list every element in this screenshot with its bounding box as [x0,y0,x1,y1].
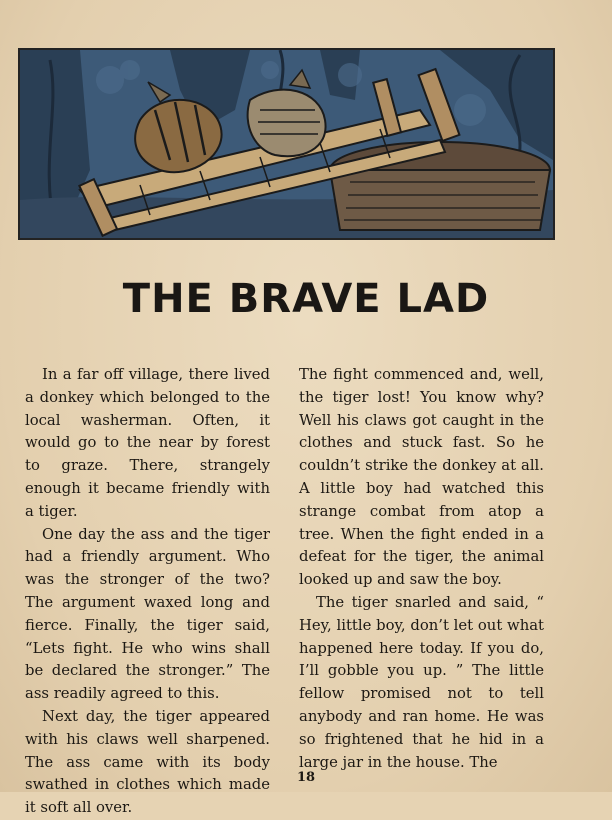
story-title: THE BRAVE LAD [122,276,490,322]
right-text-column [299,364,544,774]
paragraph: Next day, the tiger appeared with his claws well sharpened. The ass came with its body swathed in clothes which made it soft all over. [25,707,270,817]
paragraph: In a far off village, there lived a donkey which belonged to the local washerman. Often, it would go to the near by forest to graze. There, strangely enough it became friendly with a tiger. [25,366,270,520]
paragraph: The tiger snarled and said, “ Hey, little boy, don’t let out what happened here today. If you do, I’ll gobble you up. ” The little fellow promised not to tell anybody and ran home. He was so frightened that he hid in a large jar in the house. The [299,593,544,771]
story-illustration [18,48,555,240]
paragraph: One day the ass and the tiger had a friendly argument. Who was the stronger of the two? The argument waxed long and fierce. Finally, the tiger said, “Lets fight. He who wins shall be declared the stronger.” The ass readily agreed to this. [25,525,270,703]
paragraph: The fight commenced and, well, the tiger lost! You know why? Well his claws got caught in the clothes and stuck fast. So he couldn’t strike the donkey at all. A little boy had watched this strange combat from atop a tree. When the fight ended in a defeat for the tiger, the animal looked up and saw the boy. [299,366,544,589]
left-text-column [25,364,270,820]
page-number: 18 [296,770,316,785]
